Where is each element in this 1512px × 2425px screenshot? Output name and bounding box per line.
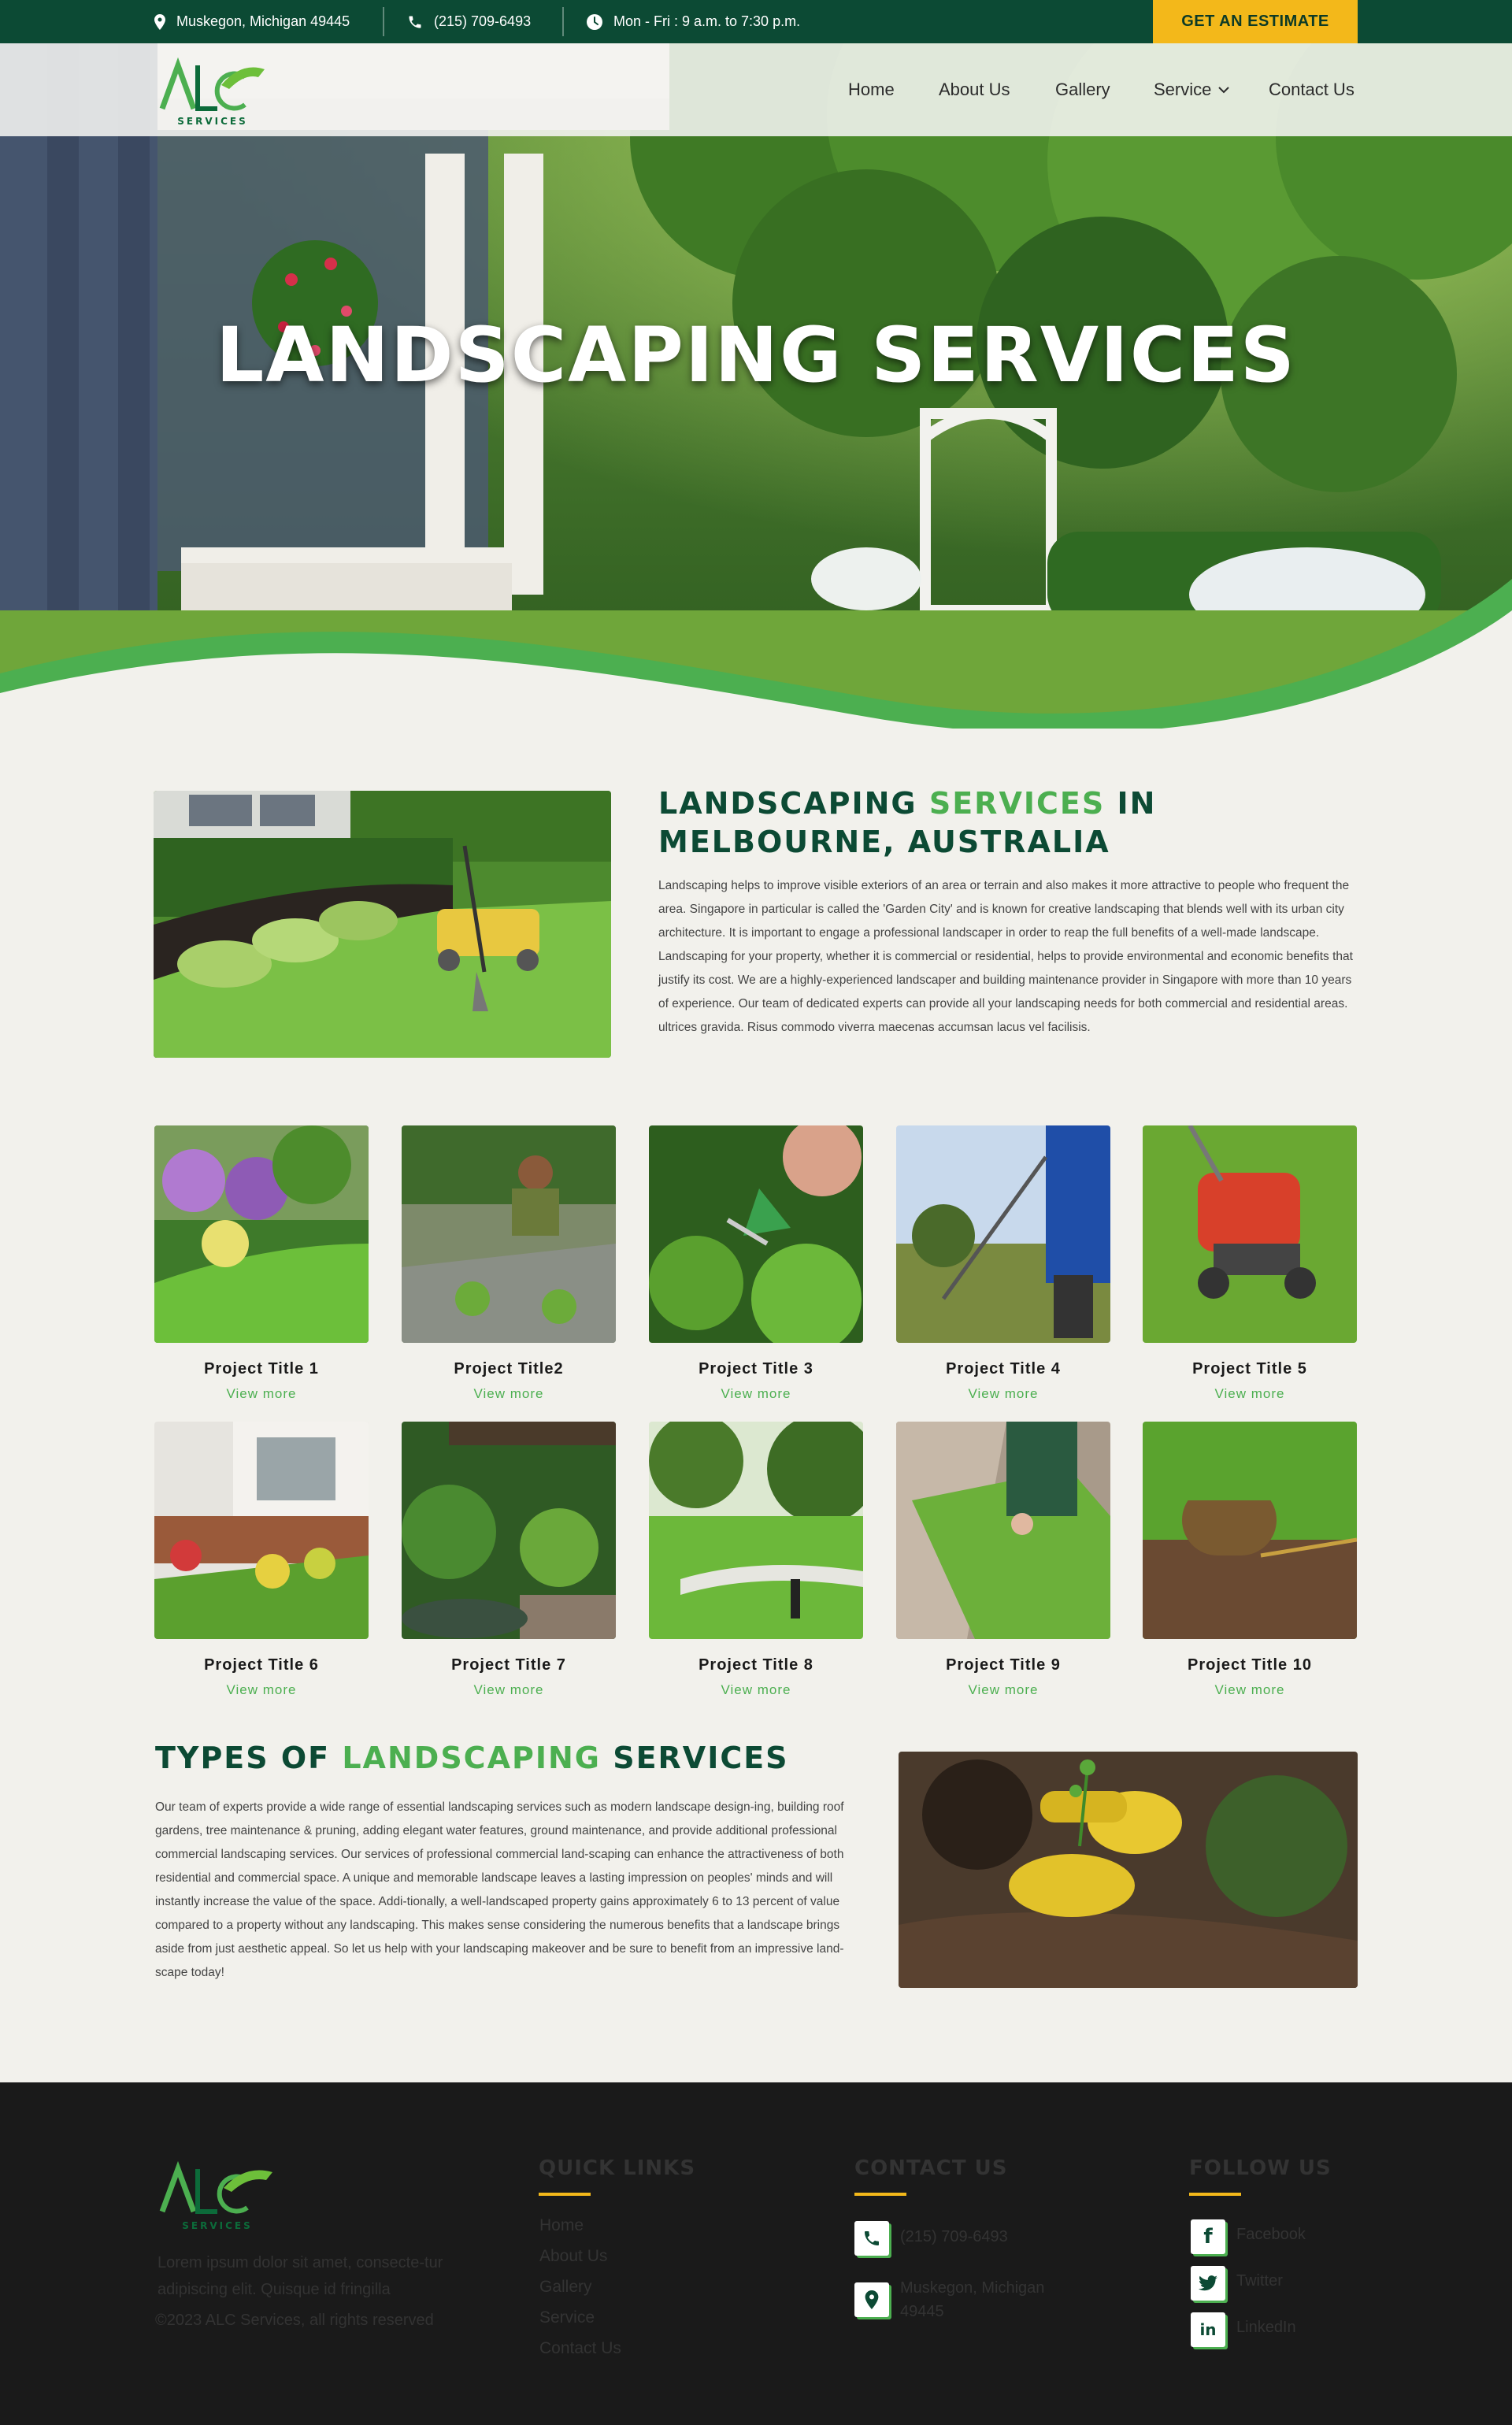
project-image[interactable] (1143, 1422, 1357, 1639)
project-card[interactable] (1143, 1125, 1357, 1402)
intro-title-part: MELBOURNE, AUSTRALIA (658, 825, 1110, 859)
nav-service[interactable] (1154, 43, 1230, 136)
phone-icon (854, 2221, 889, 2256)
footer-social-linkedin[interactable]: LinkedIn (1236, 2319, 1296, 2336)
project-card[interactable] (402, 1422, 616, 1698)
view-more-link[interactable]: View more (473, 1682, 544, 1697)
alc-logo[interactable] (154, 54, 271, 128)
svg-text:SERVICES: SERVICES (182, 2220, 253, 2231)
project-card[interactable] (154, 1422, 369, 1698)
types-body: Our team of experts provide a wide range of essential landscaping services such as modern landscape design-ing, building roof gardens, tree maintenance & pruning, adding elegant water features, ground maintenance, and provide additional professional commercial landscaping services. Our services of professional commercial land-scaping can enhance the attractiveness of both residential and commercial space. A unique and memorable landscape leaves a lasting impression on peoples' minds and will instantly increase the value of the space. Addi-tionally, a well-landscaped property gains approximately 6 to 13 percent of value compared to a property without any landscaping. This makes sense considering the numerous benefits that a landscape brings aside from just aesthetic appeal. So let us help with your landscaping makeover and be sure to benefit from an impressive land-scape today! (155, 1800, 844, 1979)
project-image[interactable] (896, 1422, 1110, 1639)
view-more-link[interactable]: View more (1214, 1386, 1285, 1401)
footer-link-gallery[interactable]: Gallery (539, 2278, 592, 2296)
project-card[interactable] (649, 1422, 863, 1698)
topbar-hours-text: Mon - Fri : 9 a.m. to 7:30 p.m. (613, 13, 801, 29)
footer-link-about-us[interactable]: About Us (539, 2247, 608, 2265)
intro-garden-image (154, 791, 611, 1058)
location-pin-icon (154, 14, 165, 30)
project-card[interactable] (1143, 1422, 1357, 1698)
types-title-accent: LANDSCAPING (342, 1741, 601, 1775)
divider (562, 7, 564, 36)
topbar-address (154, 0, 350, 43)
project-image[interactable] (896, 1125, 1110, 1343)
view-more-link[interactable]: View more (721, 1682, 791, 1697)
project-title: Project Title 7 (451, 1656, 566, 1674)
hero-title: LANDSCAPING SERVICES (216, 311, 1296, 399)
project-image[interactable] (402, 1125, 616, 1343)
heading-underline (1189, 2193, 1241, 2196)
facebook-icon[interactable]: f (1191, 2219, 1225, 2254)
types-title-part: SERVICES (600, 1741, 789, 1775)
project-title: Project Title 1 (204, 1360, 319, 1378)
footer-phone[interactable]: (215) 709-6493 (900, 2228, 1008, 2245)
nav-home[interactable]: Home (848, 80, 895, 99)
project-title: Project Title 3 (699, 1360, 813, 1378)
follow-us-heading: FOLLOW US (1189, 2156, 1332, 2180)
phone-icon (407, 14, 423, 30)
topbar-phone-text: (215) 709-6493 (434, 13, 532, 29)
project-title: Project Title 10 (1188, 1656, 1312, 1674)
project-card[interactable] (649, 1125, 863, 1402)
footer-alc-logo[interactable] (154, 2155, 280, 2232)
view-more-link[interactable]: View more (968, 1386, 1039, 1401)
twitter-icon[interactable] (1191, 2266, 1225, 2301)
view-more-link[interactable]: View more (226, 1386, 297, 1401)
intro-title-part: LANDSCAPING (658, 786, 929, 821)
project-image[interactable] (1143, 1125, 1357, 1343)
types-title-part: TYPES OF (155, 1741, 343, 1775)
nav-contact-us[interactable]: Contact Us (1269, 80, 1354, 99)
project-title: Project Title 4 (946, 1360, 1061, 1378)
footer-address (900, 2276, 1044, 2323)
types-title (155, 1741, 789, 1775)
quick-links-heading: QUICK LINKS (539, 2156, 696, 2180)
footer-address-line: Muskegon, Michigan (900, 2279, 1045, 2297)
view-more-link[interactable]: View more (1214, 1682, 1285, 1697)
top-bar (0, 0, 1512, 43)
project-title: Project Title2 (454, 1360, 564, 1378)
footer-address-line: 49445 (900, 2303, 944, 2320)
project-title: Project Title 6 (204, 1656, 319, 1674)
view-more-link[interactable]: View more (473, 1386, 544, 1401)
footer-copyright: ©2023 ALC Services, all rights reserved (155, 2312, 434, 2329)
project-title: Project Title 9 (946, 1656, 1061, 1674)
view-more-link[interactable]: View more (968, 1682, 1039, 1697)
heading-underline (539, 2193, 591, 2196)
view-more-link[interactable]: View more (721, 1386, 791, 1401)
topbar-phone[interactable] (407, 0, 531, 43)
contact-us-heading: CONTACT US (854, 2156, 1008, 2180)
footer-social-twitter[interactable]: Twitter (1236, 2272, 1283, 2290)
view-more-link[interactable]: View more (226, 1682, 297, 1697)
intro-title-part: IN (1105, 786, 1157, 821)
location-pin-icon (854, 2282, 889, 2317)
chevron-down-icon (1217, 86, 1230, 94)
intro-title (658, 784, 1367, 862)
footer-link-home[interactable]: Home (539, 2216, 584, 2234)
project-card[interactable] (154, 1125, 369, 1402)
project-image[interactable] (649, 1125, 863, 1343)
footer-link-contact-us[interactable]: Contact Us (539, 2339, 621, 2357)
project-image[interactable] (402, 1422, 616, 1639)
footer-link-service[interactable]: Service (539, 2308, 595, 2327)
gardening-gloves-image (899, 1752, 1358, 1988)
project-card[interactable] (896, 1422, 1110, 1698)
project-image[interactable] (154, 1125, 369, 1343)
nav-about-us[interactable]: About Us (939, 80, 1010, 99)
intro-title-accent: SERVICES (928, 786, 1106, 821)
divider (383, 7, 384, 36)
clock-icon (587, 14, 602, 30)
project-card[interactable] (896, 1125, 1110, 1402)
nav-service-label: Service (1154, 80, 1212, 99)
get-estimate-button[interactable]: GET AN ESTIMATE (1153, 0, 1358, 43)
project-image[interactable] (649, 1422, 863, 1639)
nav-gallery[interactable]: Gallery (1055, 80, 1110, 99)
topbar-hours (587, 0, 800, 43)
project-title: Project Title 5 (1192, 1360, 1307, 1378)
footer-about-text: Lorem ipsum dolor sit amet, consecte-tur adipiscing elit. Quisque id fringilla (158, 2254, 443, 2298)
project-image[interactable] (154, 1422, 369, 1639)
svg-text:SERVICES: SERVICES (177, 116, 248, 127)
linkedin-icon[interactable]: in (1191, 2312, 1225, 2347)
project-card[interactable] (402, 1125, 616, 1402)
intro-body: Landscaping helps to improve visible exteriors of an area or terrain and also makes it more attractive to people who frequent the area. Singapore in particular is called the 'Garden City' and is known for creative landscaping that blends well with its urban city architecture. It is important to engage a professional landscaper in order to reap the full benefits of a well-made landscape. Landscaping for your property, whether it is commercial or residential, helps to provide environmental and economic benefits that justify its cost. We are a highly-experienced landscaper and building maintenance provider in Singapore with more than 10 years of experience. Our team of dedicated experts can provide all your landscaping needs for both commercial and residential areas. ultrices gravida. Risus commodo viverra maecenas accumsan lacus vel facilisis. (658, 879, 1353, 1034)
project-title: Project Title 8 (699, 1656, 813, 1674)
footer-social-facebook[interactable]: Facebook (1236, 2226, 1306, 2243)
heading-underline (854, 2193, 906, 2196)
topbar-address-text: Muskegon, Michigan 49445 (176, 13, 350, 29)
